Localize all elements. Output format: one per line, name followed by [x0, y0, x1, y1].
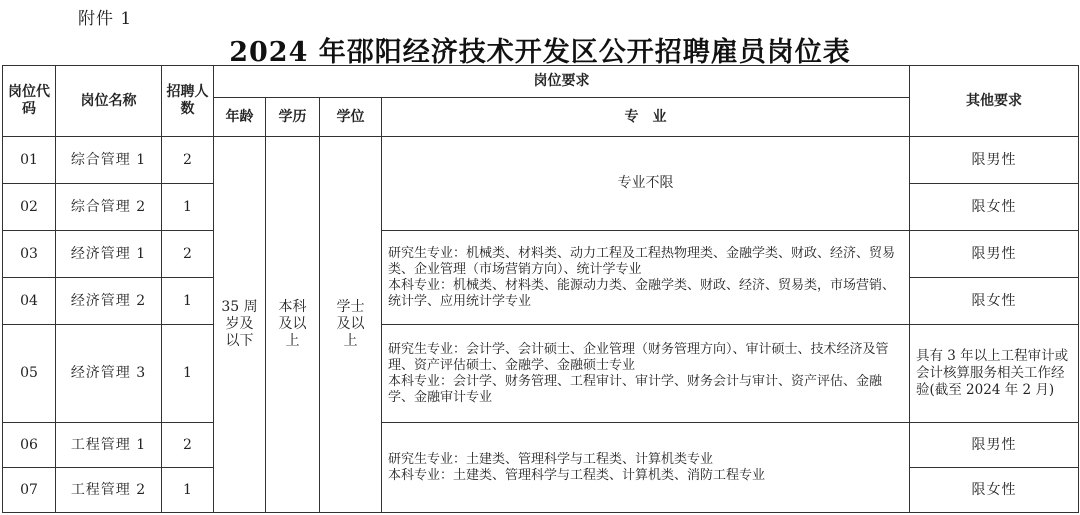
row-other: 限男性	[910, 423, 1079, 468]
header-major: 专 业	[382, 98, 910, 137]
header-requirements: 岗位要求	[214, 66, 910, 98]
major-engineering: 研究生专业：土建类、管理科学与工程类、计算机类专业 本科专业：土建类、管理科学与工程类、计算机类、消防工程专业	[382, 423, 910, 513]
row-count: 1	[162, 325, 214, 423]
header-code: 岗位代码	[3, 66, 56, 137]
row-other: 具有 3 年以上工程审计或会计核算服务相关工作经验(截至 2024 年 2 月)	[910, 325, 1079, 423]
row-name: 工程管理 1	[56, 423, 162, 468]
row-code: 05	[3, 325, 56, 423]
table-row	[3, 325, 1079, 423]
attachment-label: 附件 1	[78, 9, 133, 29]
major-accounting: 研究生专业：会计学、会计硕士、企业管理（财务管理方向）、审计硕士、技术经济及管理、资产评估硕士、金融学、金融硕士专业 本科专业：会计学、财务管理、工程审计、审计学、财务会计与审计、资产评估、金融学、金融审计专业	[382, 325, 910, 423]
table-row	[3, 137, 1079, 184]
table-row	[3, 423, 1079, 468]
row-code: 06	[3, 423, 56, 468]
row-count: 2	[162, 423, 214, 468]
row-code: 02	[3, 184, 56, 231]
header-count: 招聘人数	[162, 66, 214, 137]
shared-education: 本科及以上	[266, 137, 320, 513]
row-name: 经济管理 2	[56, 278, 162, 325]
shared-degree: 学士及以上	[320, 137, 382, 513]
row-count: 2	[162, 231, 214, 278]
row-other: 限女性	[910, 468, 1079, 513]
row-count: 1	[162, 184, 214, 231]
header-other: 其他要求	[910, 66, 1079, 137]
row-other: 限女性	[910, 184, 1079, 231]
header-degree: 学位	[320, 98, 382, 137]
row-name: 经济管理 3	[56, 325, 162, 423]
row-code: 01	[3, 137, 56, 184]
row-name: 经济管理 1	[56, 231, 162, 278]
row-code: 07	[3, 468, 56, 513]
major-economics: 研究生专业：机械类、材料类、动力工程及工程热物理类、金融学类、财政、经济、贸易类、企业管理（市场营销方向）、统计学专业 本科专业：机械类、材料类、能源动力类、金融学类、财政、经济、贸易类，市场营销、统计学、应用统计学专业	[382, 231, 910, 325]
shared-age: 35 周岁及以下	[214, 137, 266, 513]
header-name: 岗位名称	[56, 66, 162, 137]
row-name: 工程管理 2	[56, 468, 162, 513]
table-row	[3, 231, 1079, 278]
row-other: 限男性	[910, 137, 1079, 184]
page-title: 2024 年邵阳经济技术开发区公开招聘雇员岗位表	[229, 37, 851, 68]
row-other: 限女性	[910, 278, 1079, 325]
row-other: 限男性	[910, 231, 1079, 278]
row-name: 综合管理 2	[56, 184, 162, 231]
major-unrestricted: 专业不限	[382, 137, 910, 231]
row-count: 1	[162, 278, 214, 325]
header-education: 学历	[266, 98, 320, 137]
row-code: 03	[3, 231, 56, 278]
header-age: 年龄	[214, 98, 266, 137]
row-code: 04	[3, 278, 56, 325]
row-name: 综合管理 1	[56, 137, 162, 184]
row-count: 2	[162, 137, 214, 184]
recruitment-table	[2, 65, 1079, 513]
row-count: 1	[162, 468, 214, 513]
